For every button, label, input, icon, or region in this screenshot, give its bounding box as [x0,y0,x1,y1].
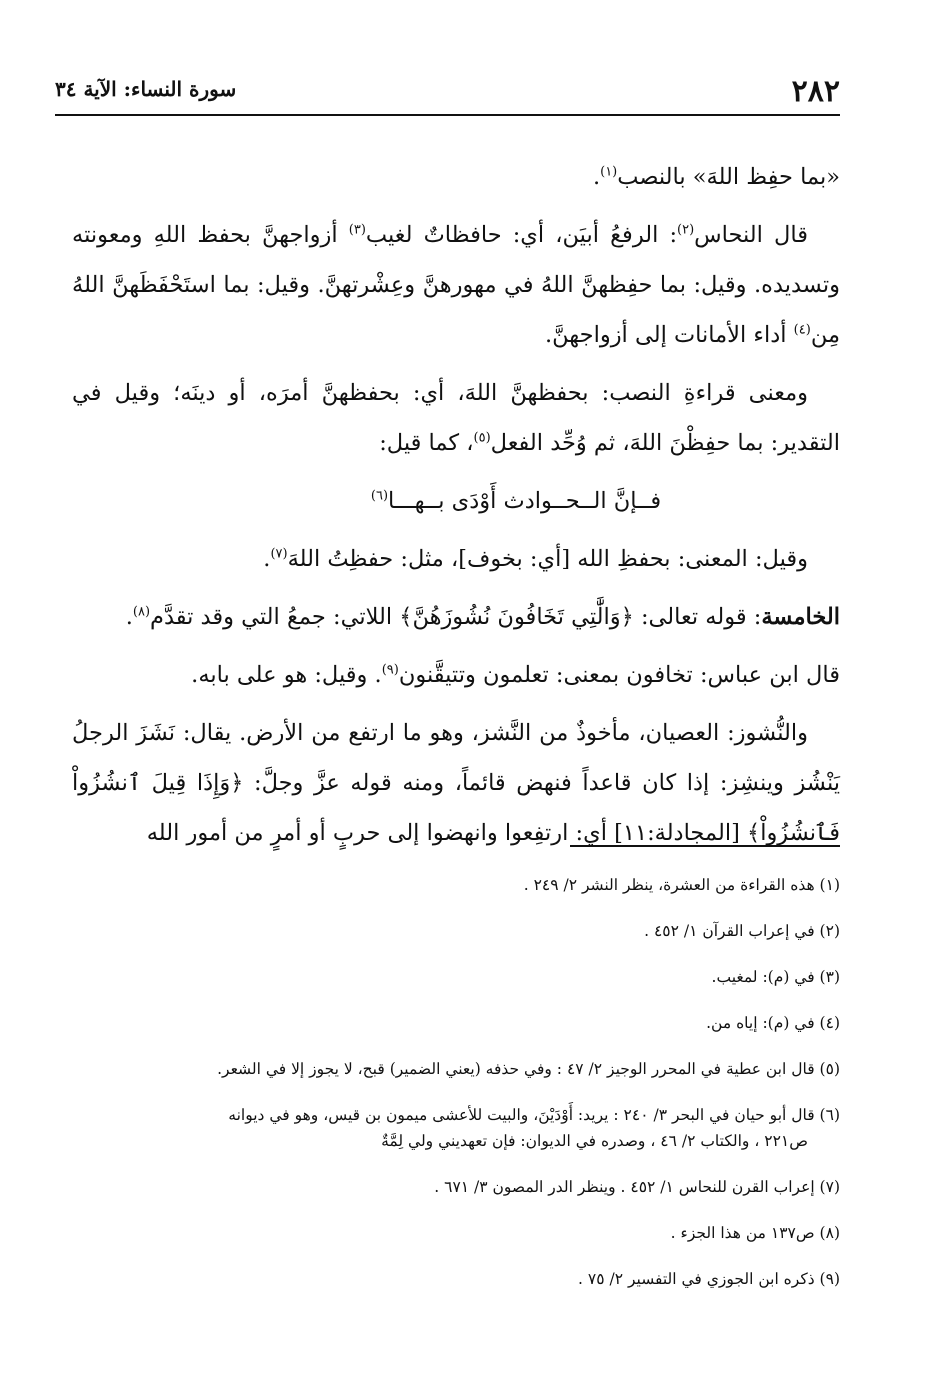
footnote-2: (٢) في إعراب القرآن ١/ ٤٥٢ . [644,922,840,940]
footnote-6 [70,1102,840,1154]
footnote-ref: (٨) [132,604,151,620]
footnote-ref: (٧) [270,546,288,562]
footnote-4: (٤) في (م): إياه من. [706,1014,840,1032]
footnote-ref: (١) [600,164,618,180]
main-text [72,152,840,866]
paragraph-2: قال النحاس$^{(٢)}$: الرفعُ أبيَن، أي: حافظاتٌ لغيب$^{(٣)}$ أزواجهنَّ بحفظ اللهِ ومعونته وتسديده. وقيل: بما حفِظهنَّ اللهُ في مهورهنَّ وعِشْرتهنَّ. وقيل: بما استَحْفَظَهنَّ اللهُ مِن$^{(٤)}$ أداء الأمانات إلى أزواجهنَّ. [72,222,840,348]
footnote-6-continuation: ص٢٢١ ، والكتاب ٢/ ٤٦ ، وصدره في الديوان: فإن تعهديني ولي لِمَّةٌ [381,1132,808,1150]
footnote-9: (٩) ذكره ابن الجوزي في التفسير ٢/ ٧٥ . [578,1270,840,1288]
footnote-ref: (٤) [793,322,811,338]
footnote-ref: (٩) [381,662,399,678]
footnote-ref: (٦) [370,488,389,504]
footnote-ref: (٢) [677,222,695,238]
paragraph-6: قال ابن عباس: تخافون بمعنى: تعلمون وتتيقَّنون$^{(٩)}$. وقيل: هو على بابه. [191,662,840,688]
paragraph-1: «بما حفِظ اللهَ» بالنصب$^{(١)}$. [592,164,840,190]
paragraph-3: ومعنى قراءةِ النصب: بحفظهنَّ اللهَ، أي: بحفظهنَّ أمرَه، أو دينَه؛ وقيل في التقدير: بما حفِظْنَ اللهَ، ثم وُحِّد الفعل$^{(٥)}$، كما قيل: [72,380,840,456]
footnote-divider [570,845,840,847]
footnote-1: (١) هذه القراءة من العشرة، ينظر النشر ٢/ ٢٤٩ . [523,876,840,894]
page-number: ٢٨٢ [791,74,840,109]
poetry-verse: فــإنَّ الــحــوادث أَوْدَى بــهـــا$^{(٦)}$ [370,488,662,514]
footnote-6-text: (٦) قال أبو حيان في البحر ٣/ ٢٤٠ : يريد: أَوْدَيْنَ، والبيت للأعشى ميمون بن قيس، وهو في ديوانه [228,1106,840,1124]
paragraph-4: وقيل: المعنى: بحفظِ الله [أي: بخوف]، مثل: حفظِتُ اللهَ$^{(٧)}$. [263,546,808,572]
footnote-5: (٥) قال ابن عطية في المحرر الوجيز ٢/ ٤٧ : وفي حذفه (يعني الضمير) قبح، لا يجوز إلا في الشعر. [217,1060,840,1078]
footnote-ref: (٥) [473,430,491,446]
paragraph-7: والنُّشوز: العصيان، مأخوذٌ من النَّشز، وهو ما ارتفع من الأرض. يقال: نَشَزَ الرجلُ يَنْشُز وينشِز: إذا كان قاعداً فنهض قائماً، ومنه قوله عزَّ وجلَّ: ﴿وَإِذَا قِيلَ ٱنشُزُواْ فَٱنشُزُواْ﴾ [المجادلة:١١] أي: ارتفِعوا وانهضوا إلى حربٍ أو أمرٍ من أمور الله [72,720,840,846]
footnote-8: (٨) ص١٣٧ من هذا الجزء . [670,1224,840,1242]
footnote-3: (٣) في (م): لمغيب. [711,968,840,986]
footnote-7: (٧) إعراب القرن للنحاس ١/ ٤٥٢ . وينظر الدر المصون ٣/ ٦٧١ . [434,1178,840,1196]
paragraph-5: الخامسة: قوله تعالى: ﴿وَالَّٰتِي تَخَافُونَ نُشُوزَهُنَّ﴾ اللاتي: جمعُ التي وقد تقدَّم$^{(٨)}$. [125,604,840,630]
section-heading-word: الخامسة [761,604,840,630]
footnote-ref: (٣) [348,222,366,238]
running-title: سورة النساء: الآية ٣٤ [55,77,237,101]
footnotes [70,872,840,1312]
page-header [55,66,840,116]
